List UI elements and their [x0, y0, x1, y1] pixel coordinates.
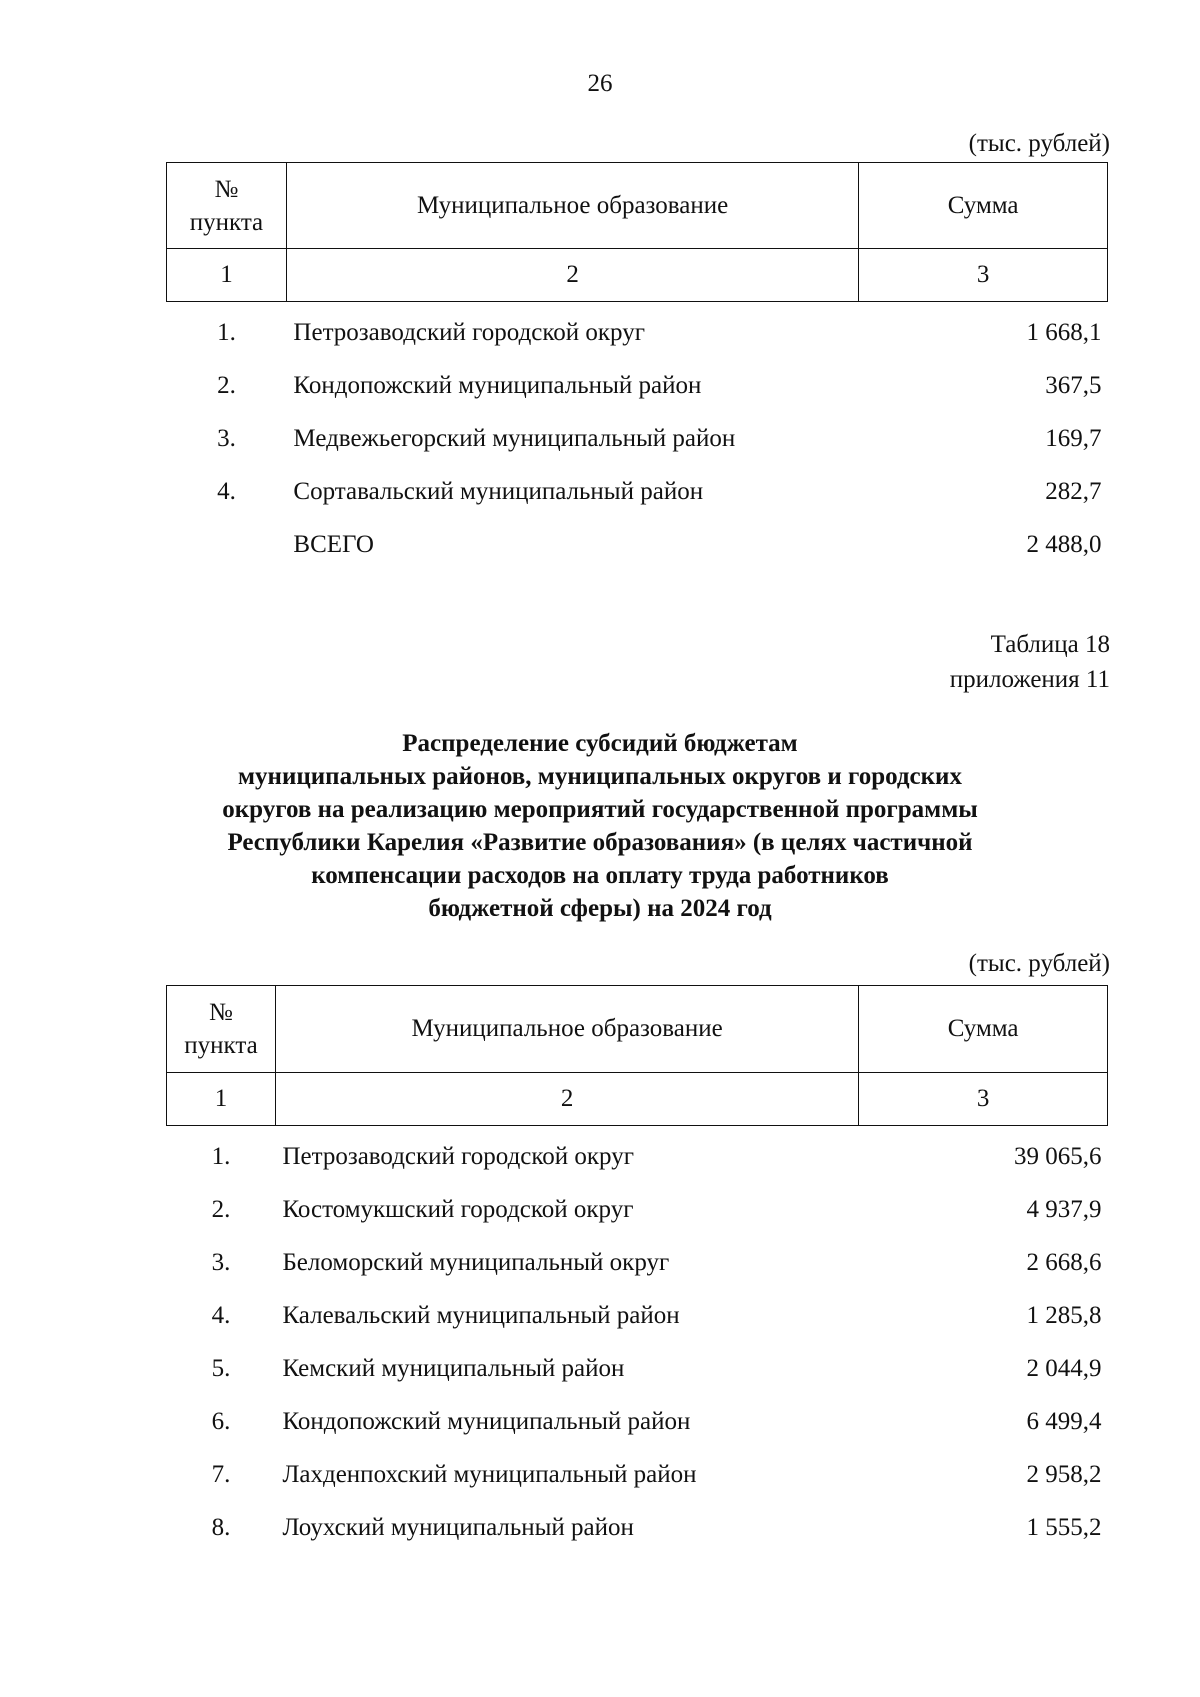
row-number: 3. — [217, 424, 236, 452]
table-label-line: приложения 11 — [949, 666, 1110, 693]
municipality-name: Лахденпохский муниципальный район — [282, 1460, 697, 1488]
column-index: 1 — [167, 1073, 276, 1126]
municipality-name: Медвежьегорский муниципальный район — [293, 424, 736, 452]
row-number: 1. — [211, 1142, 231, 1170]
row-number: 4. — [217, 477, 236, 505]
row-number: 3. — [211, 1248, 231, 1276]
title-line: Республики Карелия «Развитие образования» (в целях частичной — [227, 829, 973, 856]
subsidy-table-2 — [166, 985, 1108, 1554]
column-index-row — [167, 249, 1108, 302]
column-index: 3 — [859, 249, 1108, 302]
row-number: 5. — [211, 1354, 231, 1382]
table-label — [950, 627, 1110, 697]
total-row — [167, 518, 1108, 571]
row-sum: 282,7 — [1045, 477, 1102, 505]
units-label: (тыс. рублей) — [968, 950, 1110, 977]
row-sum: 2 668,6 — [1026, 1248, 1102, 1276]
row-number: 2. — [211, 1195, 231, 1223]
column-header-number: № пункта — [167, 986, 276, 1073]
municipality-name: Костомукшский городской округ — [282, 1195, 634, 1223]
municipality-name: Калевальский муниципальный район — [282, 1301, 680, 1329]
row-number: 1. — [217, 318, 236, 346]
row-sum: 1 555,2 — [1026, 1513, 1102, 1541]
table-header-row — [167, 986, 1108, 1073]
column-header-sum: Сумма — [859, 163, 1108, 249]
table-row — [167, 306, 1108, 359]
row-sum: 39 065,6 — [1014, 1142, 1102, 1170]
table-header-row — [167, 163, 1108, 249]
table-row — [167, 1130, 1108, 1183]
table-row — [167, 1236, 1108, 1289]
table-row — [167, 465, 1108, 518]
municipality-name: Кемский муниципальный район — [282, 1354, 625, 1382]
municipality-name: Кондопожский муниципальный район — [293, 371, 702, 399]
row-sum: 1 285,8 — [1026, 1301, 1102, 1329]
column-index: 2 — [286, 249, 858, 302]
column-index: 3 — [859, 1073, 1108, 1126]
table-row — [167, 1448, 1108, 1501]
municipality-name: Кондопожский муниципальный район — [282, 1407, 691, 1435]
subsidy-table-1 — [166, 162, 1108, 571]
table-row — [167, 1289, 1108, 1342]
table-row — [167, 359, 1108, 412]
row-sum: 367,5 — [1045, 371, 1102, 399]
row-number: 4. — [211, 1301, 231, 1329]
table-row — [167, 1183, 1108, 1236]
column-index: 1 — [167, 249, 287, 302]
table-row — [167, 1342, 1108, 1395]
table-title — [150, 727, 1050, 925]
title-line: Распределение субсидий бюджетам — [402, 730, 798, 757]
municipality-name: Сортавальский муниципальный район — [293, 477, 704, 505]
column-index: 2 — [275, 1073, 858, 1126]
row-sum: 169,7 — [1045, 424, 1102, 452]
table-row — [167, 412, 1108, 465]
row-sum: 1 668,1 — [1026, 318, 1102, 346]
row-number: 7. — [211, 1460, 231, 1488]
total-label: ВСЕГО — [293, 530, 374, 558]
row-number: 8. — [211, 1513, 231, 1541]
column-header-municipality: Муниципальное образование — [275, 986, 858, 1073]
municipality-name: Петрозаводский городской округ — [282, 1142, 634, 1170]
municipality-name: Беломорский муниципальный округ — [282, 1248, 670, 1276]
title-line: компенсации расходов на оплату труда работников — [311, 862, 889, 889]
page-number: 26 — [587, 70, 613, 97]
title-line: бюджетной сферы) на 2024 год — [428, 895, 772, 922]
row-number: 2. — [217, 371, 236, 399]
table-label-line: Таблица 18 — [990, 631, 1110, 658]
units-label: (тыс. рублей) — [968, 130, 1110, 157]
row-sum: 4 937,9 — [1026, 1195, 1102, 1223]
row-sum: 2 044,9 — [1026, 1354, 1102, 1382]
row-number: 6. — [211, 1407, 231, 1435]
title-line: округов на реализацию мероприятий государственной программы — [222, 796, 978, 823]
total-sum: 2 488,0 — [1026, 530, 1102, 558]
municipality-name: Лоухский муниципальный район — [282, 1513, 634, 1541]
column-header-number: № пункта — [167, 163, 287, 249]
column-index-row — [167, 1073, 1108, 1126]
column-header-sum: Сумма — [859, 986, 1108, 1073]
row-sum: 2 958,2 — [1026, 1460, 1102, 1488]
column-header-municipality: Муниципальное образование — [286, 163, 858, 249]
table-row — [167, 1395, 1108, 1448]
row-sum: 6 499,4 — [1026, 1407, 1102, 1435]
title-line: муниципальных районов, муниципальных округов и городских — [238, 763, 962, 790]
municipality-name: Петрозаводский городской округ — [293, 318, 645, 346]
table-row — [167, 1501, 1108, 1554]
